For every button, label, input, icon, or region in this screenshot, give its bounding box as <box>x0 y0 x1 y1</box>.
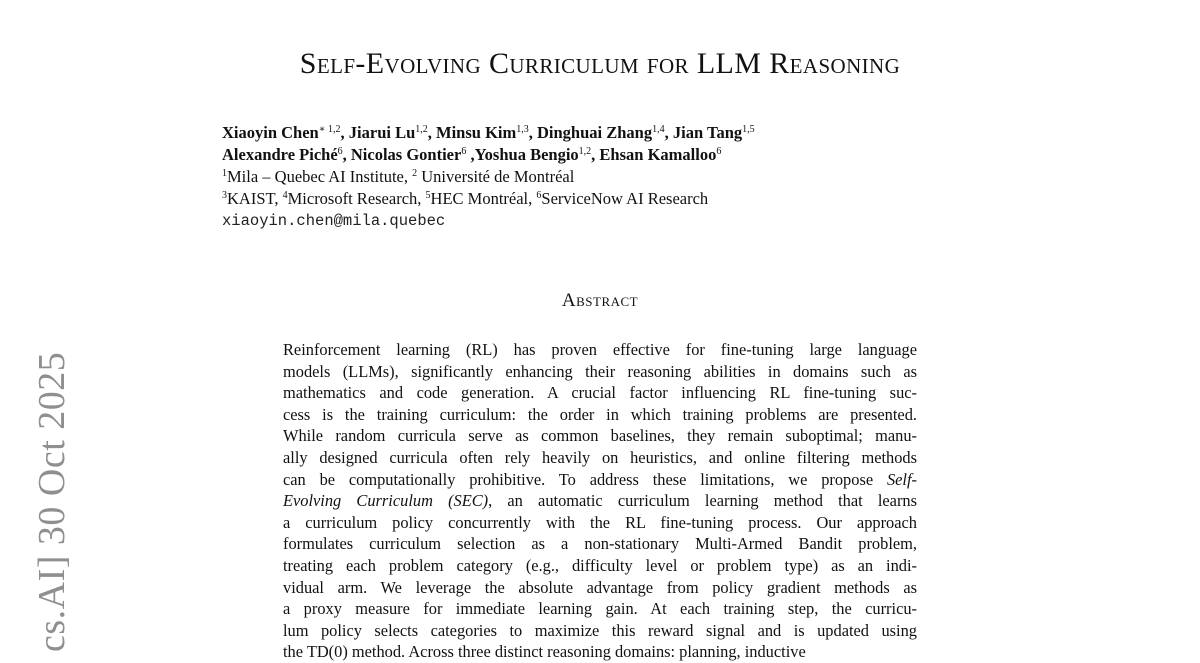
author-affiliation-marker: 6 <box>461 146 467 157</box>
author-affiliation-marker: 1,3 <box>516 124 529 135</box>
author-name: Jian Tang <box>672 123 743 142</box>
abstract-line <box>283 533 917 555</box>
abstract-line <box>283 469 917 491</box>
author-affiliation-marker: ∗ 1,2 <box>318 124 341 135</box>
affiliation-name: Mila – Quebec AI Institute, <box>227 167 413 186</box>
abstract-line-text: Reinforcement learning (RL) has proven effective for fine-tuning large language <box>283 340 917 359</box>
abstract-line <box>283 447 917 469</box>
author-name: Ehsan Kamalloo <box>599 145 717 164</box>
paper-title: Self-Evolving Curriculum for LLM Reasoning <box>299 47 901 80</box>
abstract-line-text: a curriculum policy concurrently with the RL fine-tuning process. Our approach <box>283 512 917 532</box>
abstract-line-text: lum policy selects categories to maximize this reward signal and is updated using <box>283 620 917 640</box>
author-name: Yoshua Bengio <box>474 145 579 164</box>
author-block <box>222 122 982 232</box>
affiliation-marker: 1 <box>222 168 227 179</box>
author-separator: , <box>591 145 600 164</box>
abstract-line <box>283 555 917 577</box>
author-affiliation-marker: 6 <box>716 146 722 157</box>
method-name-italic: Evolving Curriculum (SEC) <box>283 491 489 511</box>
author-name: Jiarui Lu <box>348 123 416 142</box>
abstract-line <box>283 641 917 663</box>
abstract-line <box>283 339 917 361</box>
author-name: Nicolas Gontier <box>350 145 462 164</box>
affiliation-name: KAIST, <box>227 189 283 208</box>
abstract-heading: Abstract <box>561 290 639 311</box>
author-affiliation-marker: 1,2 <box>415 124 428 135</box>
abstract-body <box>283 339 923 663</box>
abstract-line <box>283 512 917 534</box>
affiliation-line-2 <box>222 188 982 210</box>
author-name: Xiaoyin Chen <box>222 123 319 142</box>
affiliation-marker: 6 <box>536 190 542 201</box>
author-affiliation-marker: 6 <box>337 146 343 157</box>
affiliation-name: ServiceNow AI Research <box>541 189 709 208</box>
abstract-line <box>283 620 917 642</box>
abstract-line <box>283 577 917 599</box>
author-name: Alexandre Piché <box>222 145 338 164</box>
author-separator: , <box>528 123 537 142</box>
author-affiliation-marker: 1,5 <box>742 124 755 135</box>
author-line-1 <box>222 122 982 144</box>
method-name-italic: Self- <box>886 469 917 489</box>
affiliation-marker: 3 <box>222 190 227 201</box>
abstract-line <box>283 361 917 383</box>
arxiv-side-stamp: cs.AI] 30 Oct 2025 <box>31 351 73 652</box>
affiliation-name: Université de Montréal <box>417 167 575 186</box>
abstract-line-text: ally designed curricula often rely heavily on heuristics, and online filtering methods <box>283 447 917 467</box>
author-separator: , <box>340 123 349 142</box>
author-separator: , <box>466 145 475 164</box>
abstract-line-text: treating each problem category (e.g., difficulty level or problem type) as an indi- <box>283 555 917 575</box>
abstract-line <box>283 404 917 426</box>
affiliation-line-1 <box>222 166 982 188</box>
affiliation-name: Microsoft Research, <box>287 189 426 208</box>
abstract-line-text: mathematics and code generation. A crucial factor influencing RL fine-tuning suc- <box>283 383 917 403</box>
author-line-2 <box>222 144 982 166</box>
author-affiliation-marker: 1,2 <box>578 146 592 157</box>
abstract-line-text: While random curricula serve as common baselines, they remain suboptimal; manu- <box>283 426 917 446</box>
abstract-line-text: formulates curriculum selection as a non-stationary Multi-Armed Bandit problem, <box>283 534 917 554</box>
abstract-line <box>283 425 917 447</box>
author-separator: , <box>664 123 673 142</box>
abstract-line <box>283 598 917 620</box>
author-affiliation-marker: 1,4 <box>652 124 665 135</box>
author-separator: , <box>342 145 351 164</box>
abstract-line-text: a proxy measure for immediate learning gain. At each training step, the curricu- <box>283 599 917 619</box>
abstract-line-text: can be computationally prohibitive. To address these limitations, we propose <box>283 469 887 489</box>
abstract-line-text: vidual arm. We leverage the absolute advantage from policy gradient methods as <box>283 577 917 597</box>
abstract-line-text: , an automatic curriculum learning method that learns <box>488 491 917 511</box>
affiliation-name: HEC Montréal, <box>430 189 537 208</box>
abstract-line-text: the TD(0) method. Across three distinct reasoning domains: planning, inductive <box>283 642 806 662</box>
abstract-line <box>283 382 917 404</box>
affiliation-marker: 5 <box>425 190 431 201</box>
author-separator: , <box>427 123 437 142</box>
affiliation-marker: 2 <box>412 168 418 179</box>
author-name: Dinghuai Zhang <box>537 123 653 142</box>
contact-email[interactable]: xiaoyin.chen@mila.quebec <box>222 212 446 230</box>
author-name: Minsu Kim <box>436 123 517 142</box>
affiliation-marker: 4 <box>282 190 288 201</box>
abstract-line-text: cess is the training curriculum: the order in which training problems are presented. <box>283 404 917 424</box>
abstract-line-text: models (LLMs), significantly enhancing their reasoning abilities in domains such as <box>283 361 917 381</box>
abstract-line <box>283 490 917 512</box>
